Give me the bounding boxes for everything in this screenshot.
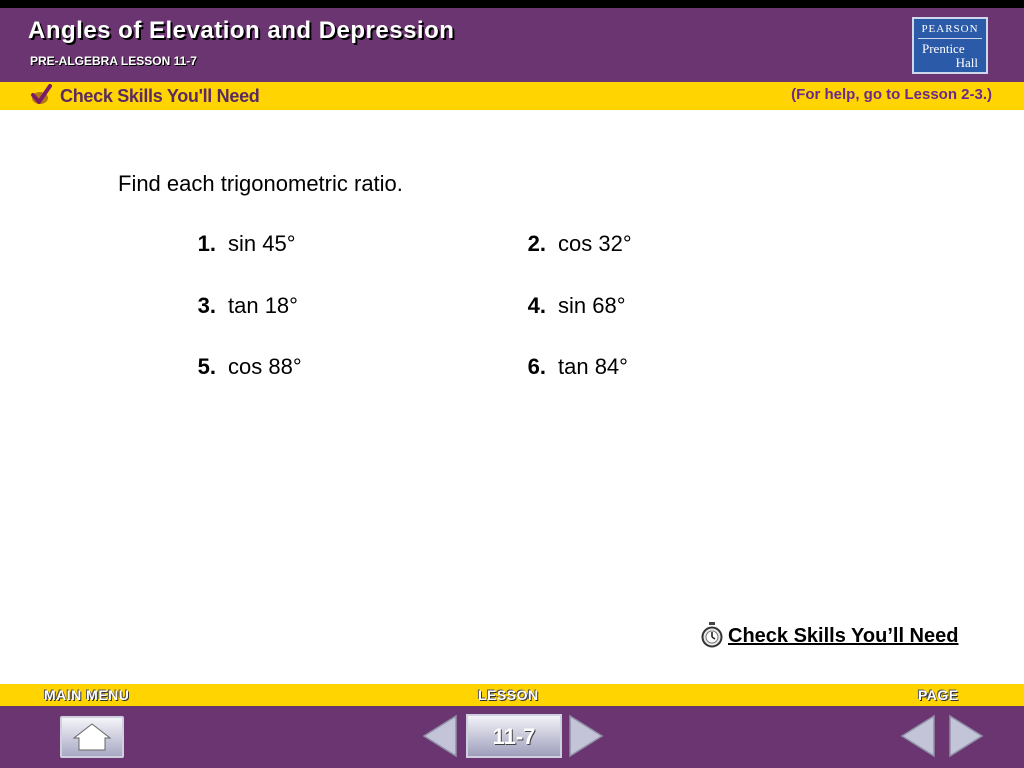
header-bar [0, 8, 1024, 82]
problem-expression: sin 45° [228, 231, 296, 256]
problem-expression: tan 18° [228, 293, 298, 318]
home-icon [62, 718, 122, 756]
logo-text-hall: Hall [955, 55, 978, 70]
problem-3 [176, 293, 298, 319]
problem-expression: sin 68° [558, 293, 626, 318]
next-lesson-arrow-icon[interactable] [566, 714, 606, 758]
help-reference: (For help, go to Lesson 2-3.) [791, 86, 992, 103]
problem-5 [176, 354, 302, 380]
logo-text-prentice: Prentice [922, 41, 965, 56]
stopwatch-icon[interactable] [700, 622, 724, 648]
checkmark-icon [30, 84, 52, 106]
check-skills-label: Check Skills You'll Need [60, 86, 260, 106]
problem-expression: cos 88° [228, 354, 302, 379]
lesson-label: LESSON [478, 687, 539, 703]
problem-number: 6. [527, 354, 546, 379]
problem-number: 4. [527, 293, 546, 318]
logo-text-pearson: PEARSON [921, 23, 979, 35]
top-border [0, 0, 1024, 8]
main-menu-label: MAIN MENU [44, 687, 130, 703]
logo-divider [918, 38, 982, 39]
problem-expression: tan 84° [558, 354, 628, 379]
check-skills-link[interactable]: Check Skills You’ll Need [728, 625, 959, 647]
lesson-number-button[interactable] [466, 714, 562, 758]
instructions: Find each trigonometric ratio. [118, 171, 403, 196]
next-page-arrow-icon[interactable] [946, 714, 986, 758]
lesson-subtitle: PRE-ALGEBRA LESSON 11-7 [30, 54, 197, 68]
prev-lesson-arrow-icon[interactable] [420, 714, 460, 758]
pearson-logo [912, 17, 988, 74]
problem-expression: cos 32° [558, 231, 632, 256]
problem-2 [506, 231, 632, 257]
page-title: Angles of Elevation and Depression [28, 17, 455, 44]
problem-4 [506, 293, 626, 319]
main-menu-button[interactable] [60, 716, 124, 758]
problem-number: 5. [197, 354, 216, 379]
prev-page-arrow-icon[interactable] [898, 714, 938, 758]
problem-number: 3. [197, 293, 216, 318]
problem-number: 1. [197, 231, 216, 256]
problem-6 [506, 354, 628, 380]
lesson-number: 11-7 [492, 724, 536, 749]
page-label: PAGE [918, 687, 959, 703]
problem-1 [176, 231, 296, 257]
problem-number: 2. [527, 231, 546, 256]
